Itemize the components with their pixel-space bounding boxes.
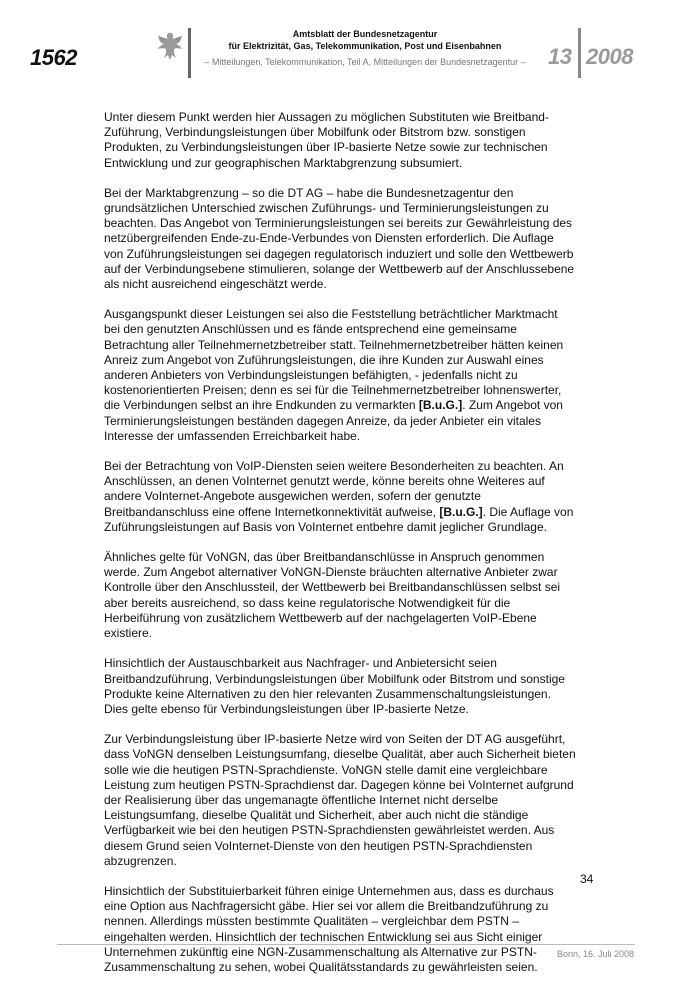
- paragraph: [104, 656, 576, 717]
- header-title-line2: für Elektrizität, Gas, Telekommunikation, Post und Eisenbahnen: [228, 41, 502, 51]
- text-run: . Zum Angebot von Terminierungsleistungen beständen dagegen Anreize, da jeder Anbieter ein vitales Interesse der umfassenden Erreichbarkeit habe.: [104, 398, 563, 443]
- page-number: 1562: [30, 45, 77, 70]
- text-run: Hinsichtlich der Austauschbarkeit aus Nachfrager- und Anbietersicht seien Breitbandzuführung, Verbindungsleistungen über Mobilfunk oder Bitstrom und sonstige Produkte keine Alternativen zu den hier relevanten Zusammenschaltungsleistungen. Dies gelte ebenso für Verbindungsleistungen über IP-basierte Netze.: [104, 656, 565, 716]
- local-page-number: 34: [580, 872, 594, 886]
- paragraph: [104, 186, 576, 292]
- text-run: Ähnliches gelte für VoNGN, das über Breitbandanschlüsse in Anspruch genommen werde. Zum Angebot alternativer VoNGN-Dienste bräuchten alternative Anbieter zwar Kontrolle über den Anschlussteil, der Wettbewerb bei Breitbandanschlüssen selbst sei aber bereits ausreichend, so dass keine regulatorische Notwendigkeit für die Herbeiführung von zusätzlichem Wettbewerb auf der nachgelagerten VoIP-Ebene existiere.: [104, 550, 561, 641]
- federal-eagle-icon: [156, 30, 184, 62]
- paragraph: [104, 732, 576, 869]
- text-run: Bei der Marktabgrenzung – so die DT AG – habe die Bundesnetzagentur den grundsätzlichen Unterschied zwischen Zuführungs- und Terminierungsleistungen zu beachten. Das Angebot von Terminierungsleistungen sei bereits zur Gewährleistung des netzübergreifenden Ende-zu-Ende-Verbundes von Diensten erforderlich. Die Auflage von Zuführungsleistungen sei dagegen regulatorisch induziert und solle den Wettbewerb auf der Verbindungsebene stimulieren, solange der Wettbewerb auf der Anschlussebene als nicht ausreichend eingeschätzt werde.: [104, 185, 575, 292]
- paragraph: [104, 550, 576, 641]
- confidential-marker: [B.u.G.]: [439, 504, 483, 519]
- paragraph: [104, 459, 576, 535]
- footer-divider: [57, 944, 635, 945]
- paragraph: [104, 307, 576, 444]
- text-run: Bei der Betrachtung von VoIP-Diensten seien weitere Besonderheiten zu beachten. An Anschlüssen, an denen VoInternet genutzt werde, könne bereits ohne Weiteres auf andere VoInternet-Angebote ausgewichen werden, sofern der genutzte Breitbandanschluss eine offene Internetkonnektivität aufweise,: [104, 459, 564, 519]
- paragraph: [104, 110, 576, 171]
- text-run: Unter diesem Punkt werden hier Aussagen zu möglichen Substituten wie Breitband-Zuführung, Verbindungsleistungen über Mobilfunk oder Bitstrom bzw. sonstigen Produkten, zu Verbindungsleistungen über IP-basierte Netze sowie zur technischen Entwicklung und zur geographischen Marktabgrenzung subsumiert.: [104, 110, 549, 170]
- paragraph: [104, 884, 576, 975]
- issue-number: 13: [548, 44, 572, 69]
- text-run: Zur Verbindungsleistung über IP-basierte Netze wird von Seiten der DT AG ausgeführt, dass VoNGN denselben Leistungsumfang, dieselbe Qualität, aber auch Sicherheit bieten solle wie die heutigen PSTN-Sprachdienste. VoNGN stelle damit eine vergleichbare Leistung zum heutigen PSTN-Sprachdienst dar. Dagegen könne bei VoInternet aufgrund der Realisierung über das ungemanagte öffentliche Internet nicht derselbe Leistungsumfang, dieselbe Qualität und Sicherheit, aber auch nicht die ständige Verfügbarkeit wie bei den heutigen PSTN-Sprachdiensten gewährleistet werden. Aus diesem Grund seien VoInternet-Dienste von den heutigen PSTN-Sprachdiensten abzugrenzen.: [104, 732, 576, 868]
- body-text: [104, 110, 576, 990]
- footer-place-date: Bonn, 16. Juli 2008: [556, 949, 634, 959]
- header-subtitle: – Mitteilungen, Telekommunikation, Teil A, Mitteilungen der Bundesnetzagentur –: [204, 57, 526, 67]
- text-run: Ausgangspunkt dieser Leistungen sei also die Feststellung beträchtlicher Marktmacht bei den genutzten Anschlüssen und es fände entsprechend eine gemeinsame Betrachtung aller Teilnehmernetzbetreiber statt. Teilnehmernetzbetreiber hätten keinen Anreiz zum Angebot von Zuführungsleistungen, die ihre Kunden zur Auswahl eines anderen Anbieters von Verbindungsleistungen befähigten, - jedenfalls nicht zu kostenorientierten Preisen; denn es sei für die Teilnehmernetzbetreiber lohnenswerter, die Verbindungen selbst an ihre Endkunden zu vermarkten: [104, 307, 564, 413]
- header-title-line1: Amtsblatt der Bundesnetzagentur: [292, 29, 438, 39]
- text-run: . Die Auflage von Zuführungsleistungen auf Basis von VoInternet entbehre damit jeglicher Grundlage.: [104, 504, 574, 534]
- text-run: Hinsichtlich der Substituierbarkeit führen einige Unternehmen aus, dass es durchaus eine Option aus Nachfragersicht gäbe. Hier sei vor allem die Breitbandzuführung zu nennen. Allerdings müssten bestimmte Qualitäten – vergleichbar dem PSTN – eingehalten werden. Hinsichtlich der technischen Entwicklung sei aus Sicht einiger Unternehmen zukünftig eine NGN-Zusammenschaltung als Alternative zur PSTN-Zusammenschaltung zu sehen, wobei Qualitätsstandards zu gewährleisten seien.: [104, 883, 554, 974]
- confidential-marker: [B.u.G.]: [418, 398, 463, 413]
- issue-divider: [578, 28, 581, 78]
- issue-year: 2008: [586, 44, 633, 69]
- header-divider: [188, 28, 191, 78]
